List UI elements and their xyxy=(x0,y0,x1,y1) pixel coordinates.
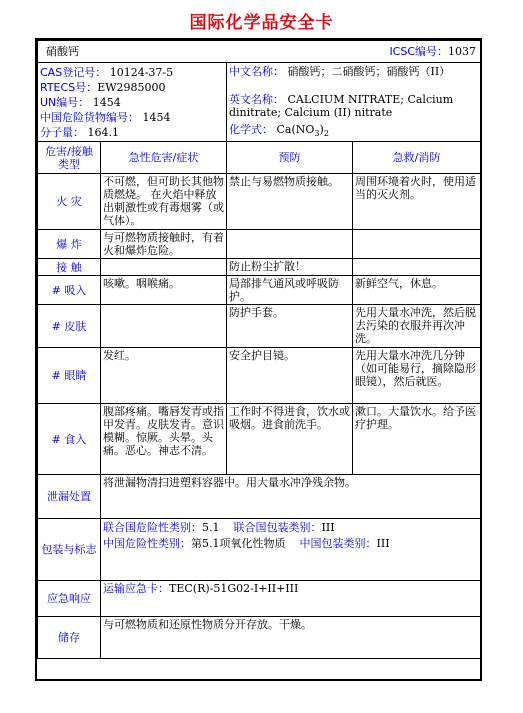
icsc-label: ICSC编号： xyxy=(389,45,449,58)
row-ingestion xyxy=(38,404,481,475)
cat-explosion: 爆 炸 xyxy=(38,230,101,259)
row-explosion xyxy=(38,230,481,259)
row-spill xyxy=(38,475,481,519)
spill-text: 将泄漏物清扫进塑料容器中。用大量水冲净残余物。 xyxy=(101,475,481,519)
row-fire xyxy=(38,174,481,230)
emergency-cell xyxy=(101,581,481,617)
eyes-symptom: 发红。 xyxy=(101,348,227,404)
emergency-value: TEC(R)-51G02-I+II+III xyxy=(169,582,299,596)
cat-packaging: 包装与标志 xyxy=(38,519,101,581)
card-title: 国际化学品安全卡 xyxy=(189,13,334,33)
column-header-row xyxy=(38,142,481,174)
cat-eyes: # 眼睛 xyxy=(38,348,101,404)
eyes-prevent: 安全护目镜。 xyxy=(227,348,353,404)
ingestion-aid: 漱口。大量饮水。给予医疗护理。 xyxy=(353,404,481,475)
row-emergency xyxy=(38,581,481,617)
row-inhalation xyxy=(38,276,481,305)
ingestion-symptom: 腹部疼痛。嘴唇发青或指甲发青。皮肤发青。意识模糊。惊厥。头晕。头痛。恶心。神志不清。 xyxy=(101,404,227,475)
safety-card-table xyxy=(37,40,481,659)
rtecs-value: EW2985000 xyxy=(97,81,166,94)
contact-symptom xyxy=(101,259,227,276)
row-contact xyxy=(38,259,481,276)
un-number-value: 1454 xyxy=(92,96,121,109)
storage-text: 与可燃物质和还原性物质分开存放。干燥。 xyxy=(101,617,481,659)
ident-row xyxy=(38,63,481,142)
un-hazard-value: 5.1 xyxy=(202,521,220,535)
explosion-symptom: 与可燃物质接触时，有着火和爆炸危险。 xyxy=(101,230,227,259)
col-acute-hazard: 急性危害/症状 xyxy=(101,142,227,174)
chemical-name: 硝酸钙 xyxy=(46,45,79,58)
fire-aid: 周围环境着火时，使用适当的灭火剂。 xyxy=(353,174,481,230)
cat-emergency: 应急响应 xyxy=(38,581,101,617)
packaging-cell xyxy=(101,519,481,581)
cat-ingestion: # 食入 xyxy=(38,404,101,475)
fire-prevent: 禁止与易燃物质接触。 xyxy=(227,174,353,230)
inhalation-symptom: 咳嗽。咽喉痛。 xyxy=(101,276,227,305)
un-hazard-label: 联合国危险性类别： xyxy=(103,521,202,535)
ident-right xyxy=(227,63,481,142)
cn-pack-value: III xyxy=(376,537,390,551)
cn-dangerous-goods-value: 1454 xyxy=(142,111,171,124)
skin-symptom xyxy=(101,305,227,348)
header-row xyxy=(38,41,481,63)
contact-aid xyxy=(353,259,481,276)
rtecs-label: RTECS号： xyxy=(40,81,98,94)
un-pack-label: 联合国包装类别： xyxy=(233,521,322,535)
cat-spill: 泄漏处置 xyxy=(38,475,101,519)
ident-left xyxy=(38,63,227,142)
col-hazard-type: 危害/接触类型 xyxy=(38,142,101,174)
icsc-value: 1037 xyxy=(448,45,477,58)
cn-dangerous-goods-label: 中国危险货物编号： xyxy=(40,111,139,124)
eyes-aid: 先用大量水冲洗几分钟（如可能易行，摘除隐形眼镜），然后就医。 xyxy=(353,348,481,404)
formula-value: $Ca(NO_3)_2$ xyxy=(276,123,329,139)
row-eyes xyxy=(38,348,481,404)
molecular-weight-label: 分子量： xyxy=(40,126,84,139)
fire-symptom: 不可燃，但可助长其他物质燃烧。 在火焰中释放出刺激性或有毒烟雾（或气体）。 xyxy=(101,174,227,230)
cas-value: 10124-37-5 xyxy=(109,66,174,79)
col-prevention: 预防 xyxy=(227,142,353,174)
cas-label: CAS登记号： xyxy=(40,66,107,79)
inhalation-aid: 新鲜空气，休息。 xyxy=(353,276,481,305)
un-number-label: UN编号： xyxy=(40,96,90,109)
header-cell xyxy=(38,41,481,63)
contact-prevent: 防止粉尘扩散！ xyxy=(227,259,353,276)
cat-inhalation: # 吸入 xyxy=(38,276,101,305)
skin-aid: 先用大量水冲洗，然后脱去污染的衣服并再次冲洗。 xyxy=(353,305,481,348)
cn-hazard-label: 中国危险性类别： xyxy=(103,537,191,551)
molecular-weight-value: 164.1 xyxy=(87,126,119,139)
cat-storage: 储存 xyxy=(38,617,101,659)
cn-name-label: 中文名称： xyxy=(229,65,284,78)
cat-fire: 火 灾 xyxy=(38,174,101,230)
cn-hazard-value: 第5.1项氧化性物质 xyxy=(191,537,286,551)
ingestion-prevent: 工作时不得进食，饮水或吸烟。进食前洗手。 xyxy=(227,404,353,475)
row-packaging xyxy=(38,519,481,581)
cn-name-value: 硝酸钙；二硝酸钙；硝酸钙（II） xyxy=(287,65,451,78)
skin-prevent: 防护手套。 xyxy=(227,305,353,348)
cn-pack-label: 中国包装类别： xyxy=(299,537,377,551)
inhalation-prevent: 局部排气通风或呼吸防护。 xyxy=(227,276,353,305)
row-skin xyxy=(38,305,481,348)
explosion-prevent xyxy=(227,230,353,259)
cat-skin: # 皮肤 xyxy=(38,305,101,348)
col-first-aid: 急救/消防 xyxy=(353,142,481,174)
cat-contact: 接 触 xyxy=(38,259,101,276)
en-name-value: CALCIUM NITRATE; Calcium dinitrate; Calcium (II) nitrate xyxy=(229,93,454,119)
row-storage xyxy=(38,617,481,659)
explosion-aid xyxy=(353,230,481,259)
formula-label: 化学式： xyxy=(229,123,273,136)
en-name-label: 英文名称： xyxy=(229,93,284,106)
un-pack-value: III xyxy=(321,521,335,535)
emergency-label: 运输应急卡： xyxy=(103,582,169,596)
